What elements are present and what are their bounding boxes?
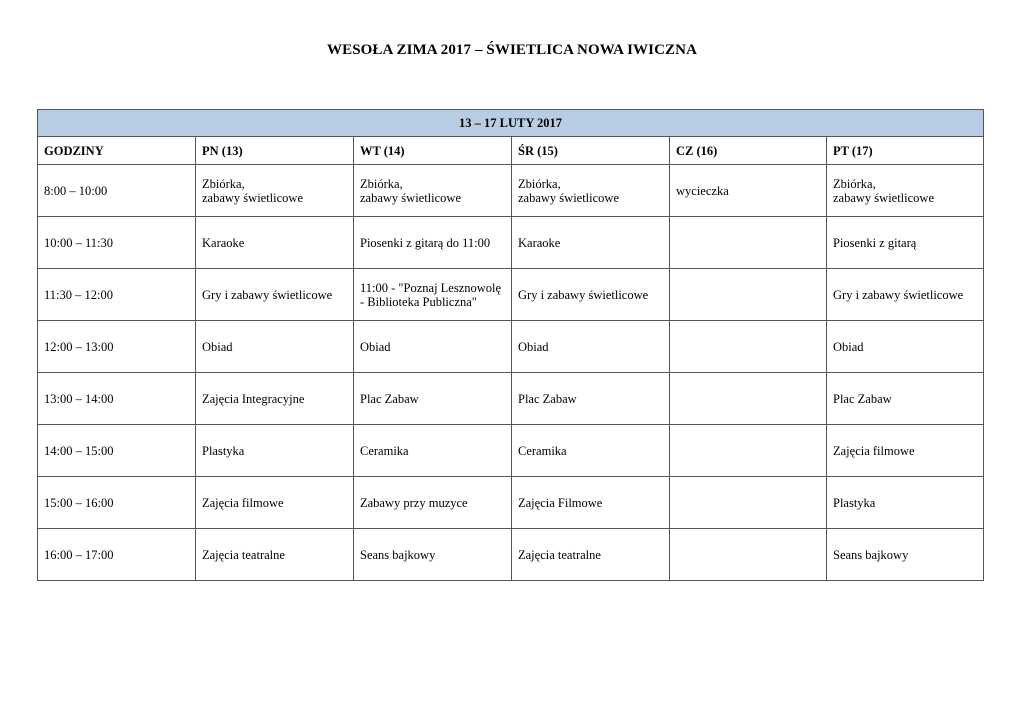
activity-cell: Zbiórka, zabawy świetlicowe [512, 165, 670, 217]
activity-cell: Ceramika [512, 425, 670, 477]
activity-cell: Karaoke [512, 217, 670, 269]
table-row [38, 321, 984, 373]
header-cell-wed: ŚR (15) [512, 137, 670, 165]
activity-cell: Seans bajkowy [827, 529, 984, 581]
activity-cell: Zbiórka, zabawy świetlicowe [354, 165, 512, 217]
activity-cell: Plac Zabaw [354, 373, 512, 425]
time-cell: 16:00 – 17:00 [38, 529, 196, 581]
header-row [38, 137, 984, 165]
activity-cell [670, 373, 827, 425]
header-cell-tue: WT (14) [354, 137, 512, 165]
week-label: 13 – 17 LUTY 2017 [38, 110, 984, 137]
activity-cell [670, 217, 827, 269]
activity-cell: Zajęcia teatralne [512, 529, 670, 581]
time-cell: 13:00 – 14:00 [38, 373, 196, 425]
page-title: WESOŁA ZIMA 2017 – ŚWIETLICA NOWA IWICZNA [326, 42, 698, 58]
activity-cell: Zajęcia filmowe [196, 477, 354, 529]
activity-cell: Plac Zabaw [827, 373, 984, 425]
activity-cell [670, 269, 827, 321]
activity-cell: Gry i zabawy świetlicowe [196, 269, 354, 321]
activity-cell: Plac Zabaw [512, 373, 670, 425]
activity-cell: Obiad [827, 321, 984, 373]
table-row [38, 529, 984, 581]
activity-cell: Zabawy przy muzyce [354, 477, 512, 529]
activity-cell: Zajęcia Integracyjne [196, 373, 354, 425]
activity-cell: Piosenki z gitarą [827, 217, 984, 269]
activity-cell [670, 425, 827, 477]
schedule-table [37, 109, 984, 581]
activity-cell: Zajęcia Filmowe [512, 477, 670, 529]
time-cell: 8:00 – 10:00 [38, 165, 196, 217]
table-row [38, 373, 984, 425]
table-row [38, 217, 984, 269]
activity-cell: Piosenki z gitarą do 11:00 [354, 217, 512, 269]
time-cell: 10:00 – 11:30 [38, 217, 196, 269]
activity-cell: Ceramika [354, 425, 512, 477]
activity-cell [670, 529, 827, 581]
header-cell-thu: CZ (16) [670, 137, 827, 165]
activity-cell: Zajęcia filmowe [827, 425, 984, 477]
activity-cell: Zbiórka, zabawy świetlicowe [827, 165, 984, 217]
activity-cell: Plastyka [827, 477, 984, 529]
time-cell: 11:30 – 12:00 [38, 269, 196, 321]
activity-cell: Gry i zabawy świetlicowe [827, 269, 984, 321]
table-row [38, 269, 984, 321]
activity-cell: Gry i zabawy świetlicowe [512, 269, 670, 321]
header-cell-mon: PN (13) [196, 137, 354, 165]
activity-cell [670, 477, 827, 529]
activity-cell: Obiad [512, 321, 670, 373]
header-cell-hours: GODZINY [38, 137, 196, 165]
activity-cell: Seans bajkowy [354, 529, 512, 581]
activity-cell: Zajęcia teatralne [196, 529, 354, 581]
activity-cell [670, 321, 827, 373]
time-cell: 12:00 – 13:00 [38, 321, 196, 373]
activity-cell: Obiad [196, 321, 354, 373]
activity-cell: Plastyka [196, 425, 354, 477]
week-row [38, 110, 984, 137]
time-cell: 14:00 – 15:00 [38, 425, 196, 477]
table-row [38, 477, 984, 529]
activity-cell: Zbiórka, zabawy świetlicowe [196, 165, 354, 217]
activity-cell: Obiad [354, 321, 512, 373]
activity-cell: wycieczka [670, 165, 827, 217]
header-cell-fri: PT (17) [827, 137, 984, 165]
activity-cell: Karaoke [196, 217, 354, 269]
table-row [38, 425, 984, 477]
time-cell: 15:00 – 16:00 [38, 477, 196, 529]
table-row [38, 165, 984, 217]
activity-cell: 11:00 - "Poznaj Lesznowolę - Biblioteka Publiczna" [354, 269, 512, 321]
